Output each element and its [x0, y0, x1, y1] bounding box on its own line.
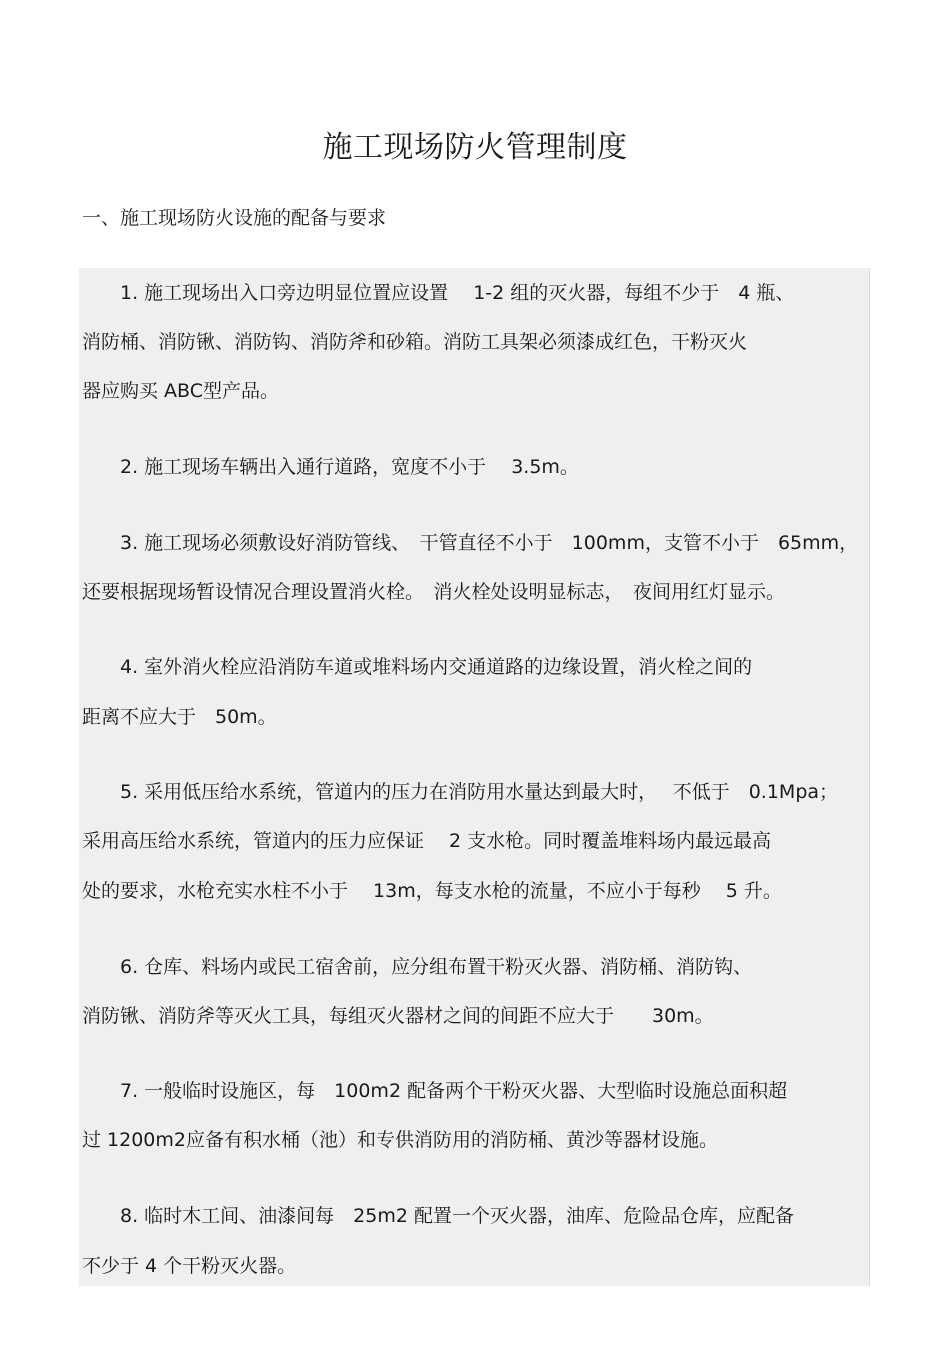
paragraph-line: 4. 室外消火栓应沿消防车道或堆料场内交通道路的边缘设置，消火栓之间的 — [120, 656, 753, 678]
paragraph-line: 器应购买 ABC型产品。 — [82, 380, 280, 402]
paragraph-line: 7. 一般临时设施区，每 100m2 配备两个干粉灭火器、大型临时设施总面积超 — [120, 1080, 788, 1102]
paragraph-line: 1. 施工现场出入口旁边明显位置应设置 1-2 组的灭火器，每组不少于 4 瓶、 — [120, 282, 795, 304]
paragraph-line: 6. 仓库、料场内或民工宿舍前，应分组布置干粉灭火器、消防桶、消防钩、 — [120, 956, 753, 978]
paragraph-line: 5. 采用低压给水系统，管道内的压力在消防用水量达到最大时， 不低于 0.1Mpa； — [120, 781, 839, 803]
paragraph-line: 不少于 4 个干粉灭火器。 — [82, 1255, 297, 1277]
section-heading: 一、施工现场防火设施的配备与要求 — [82, 207, 387, 229]
paragraph-line: 2. 施工现场车辆出入通行道路，宽度不小于 3.5m。 — [120, 456, 579, 478]
paragraph-line: 8. 临时木工间、油漆间每 25m2 配置一个灭火器，油库、危险品仓库，应配备 — [120, 1205, 794, 1227]
paragraph-line: 距离不应大于 50m。 — [82, 706, 277, 728]
paragraph-line: 处的要求，水枪充实水柱不小于 13m，每支水枪的流量，不应小于每秒 5 升。 — [82, 880, 782, 902]
page-title: 施工现场防火管理制度 — [322, 130, 628, 165]
paragraph-line: 消防桶、消防锹、消防钩、消防斧和砂箱。消防工具架必须漆成红色，干粉灭火 — [82, 331, 748, 353]
paragraph-line: 3. 施工现场必须敷设好消防管线、 干管直径不小于 100mm，支管不小于 65mm， — [120, 532, 859, 554]
paragraph-line: 消防锹、消防斧等灭火工具，每组灭火器材之间的间距不应大于 30m。 — [82, 1005, 714, 1027]
paragraph-line: 过 1200m2应备有积水桶（池）和专供消防用的消防桶、黄沙等器材设施。 — [82, 1129, 718, 1151]
paragraph-line: 采用高压给水系统，管道内的压力应保证 2 支水枪。同时覆盖堆料场内最远最高 — [82, 830, 772, 852]
paragraph-line: 还要根据现场暂设情况合理设置消火栓。 消火栓处设明显标志， 夜间用红灯显示。 — [82, 581, 786, 603]
